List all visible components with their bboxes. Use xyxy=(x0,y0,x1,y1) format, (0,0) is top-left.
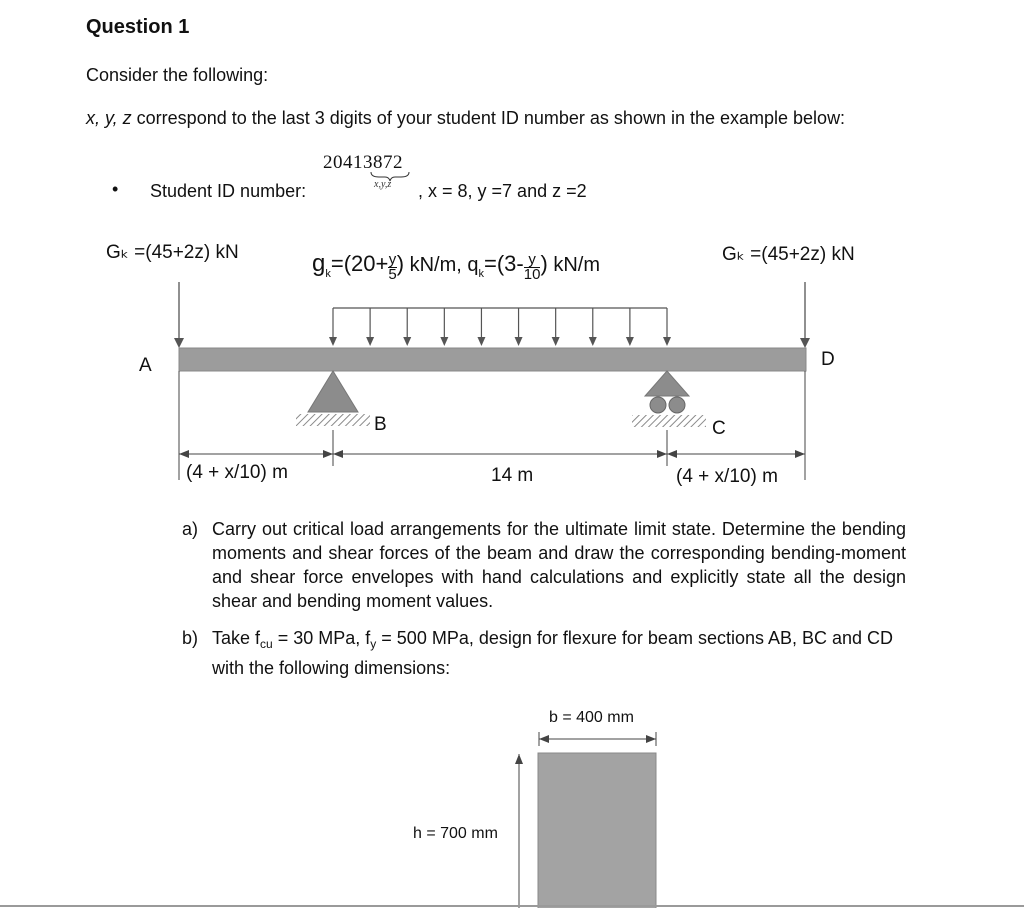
q-frac-num: y xyxy=(528,251,536,268)
student-id-brace xyxy=(371,172,409,181)
q-unit: kN/m xyxy=(553,254,600,276)
g-frac-den: 5 xyxy=(388,266,397,283)
dim-arrow-b-left xyxy=(323,450,333,458)
g-symbol: g xyxy=(312,250,326,277)
udl-arrow-head xyxy=(366,337,374,346)
part-a-text: Carry out critical load arrangements for the ultimate limit state. Determine the bending moments and shear forces of the beam and draw the corresponding bending-moment and shear force envelopes with hand calculations and explicitly state all the design shear and bending moment values. xyxy=(212,519,906,611)
q-frac-den: 10 xyxy=(523,266,541,283)
question-title: Question 1 xyxy=(86,16,190,38)
roller-wheel-left xyxy=(650,397,666,413)
q-paren-open: =(3- xyxy=(484,251,524,276)
span-ab-label: (4 + x/10) m xyxy=(186,462,288,483)
g-frac-num: y xyxy=(388,251,397,268)
part-b xyxy=(182,626,906,680)
part-b-take: Take f xyxy=(212,628,261,648)
part-a-label: a) xyxy=(182,519,199,539)
udl-arrow-head xyxy=(329,337,337,346)
point-b-label: B xyxy=(374,414,387,435)
point-d-label: D xyxy=(821,349,835,370)
section-width-label: b = 400 mm xyxy=(549,709,634,726)
xyz-variables: x, y, z xyxy=(86,108,132,128)
part-b-label: b) xyxy=(182,628,199,648)
support-c-ground xyxy=(632,415,706,427)
udl-formula xyxy=(312,250,600,294)
part-b-rest: = 500 MPa, design for flexure for beam sections AB, BC and CD with the following dimensions: xyxy=(212,628,894,678)
point-c-label: C xyxy=(712,418,726,439)
page-bottom-edge xyxy=(0,905,1024,907)
section-height-label: h = 700 mm xyxy=(413,825,498,842)
student-id-values: , x = 8, y =7 and z =2 xyxy=(418,181,587,201)
udl-arrow-head xyxy=(515,337,523,346)
udl-arrows xyxy=(329,308,671,346)
beam xyxy=(179,348,806,371)
beam-cross-section xyxy=(538,753,656,908)
point-a-label: A xyxy=(139,355,152,376)
dim-arrow-c-left xyxy=(657,450,667,458)
xyz-instruction-rest: correspond to the last 3 digits of your student ID number as shown in the example below: xyxy=(131,108,846,128)
span-bc-label: 14 m xyxy=(491,465,534,486)
section-height-arrow-top xyxy=(515,754,523,764)
right-point-load-head xyxy=(800,338,810,348)
right-load-label: Gₖ =(45+2z) kN xyxy=(722,244,855,265)
part-a xyxy=(182,517,906,613)
fcu-subscript: cu xyxy=(260,637,273,651)
support-b-pin xyxy=(308,371,358,412)
left-point-load-head xyxy=(174,338,184,348)
q-subscript: k xyxy=(478,268,484,280)
left-load-label: Gₖ =(45+2z) kN xyxy=(106,242,239,263)
dim-arrow-d xyxy=(795,450,805,458)
udl-arrow-head xyxy=(663,337,671,346)
udl-arrow-head xyxy=(552,337,560,346)
fy-subscript: y xyxy=(370,637,377,651)
g-unit: kN/m, q xyxy=(409,254,479,276)
dim-arrow-b-right xyxy=(333,450,343,458)
section-width-arrow-left xyxy=(539,735,549,743)
support-c-roller xyxy=(645,371,689,396)
g-fraction xyxy=(388,253,396,282)
udl-arrow-head xyxy=(403,337,411,346)
support-b-ground xyxy=(296,414,370,426)
roller-wheel-right xyxy=(669,397,685,413)
section-width-arrow-right xyxy=(646,735,656,743)
q-fraction xyxy=(524,253,541,282)
bullet-point: • xyxy=(112,179,119,199)
g-paren-open: =(20+ xyxy=(330,251,389,276)
g-paren-close: ) xyxy=(396,251,405,276)
udl-arrow-head xyxy=(589,337,597,346)
g-subscript: k xyxy=(325,268,331,280)
student-id-label: Student ID number: xyxy=(150,181,307,201)
udl-arrow-head xyxy=(477,337,485,346)
dim-arrow-c-right xyxy=(667,450,677,458)
q-paren-close: ) xyxy=(540,251,548,276)
student-id-example: 20413872 xyxy=(323,152,403,173)
udl-arrow-head xyxy=(440,337,448,346)
dim-arrow-a xyxy=(179,450,189,458)
span-cd-label: (4 + x/10) m xyxy=(676,466,778,487)
intro-text: Consider the following: xyxy=(86,65,269,85)
student-id-brace-label: x,y,z xyxy=(374,179,392,190)
udl-arrow-head xyxy=(626,337,634,346)
part-b-text xyxy=(212,626,906,680)
part-b-fcu-value: = 30 MPa, f xyxy=(272,628,371,648)
